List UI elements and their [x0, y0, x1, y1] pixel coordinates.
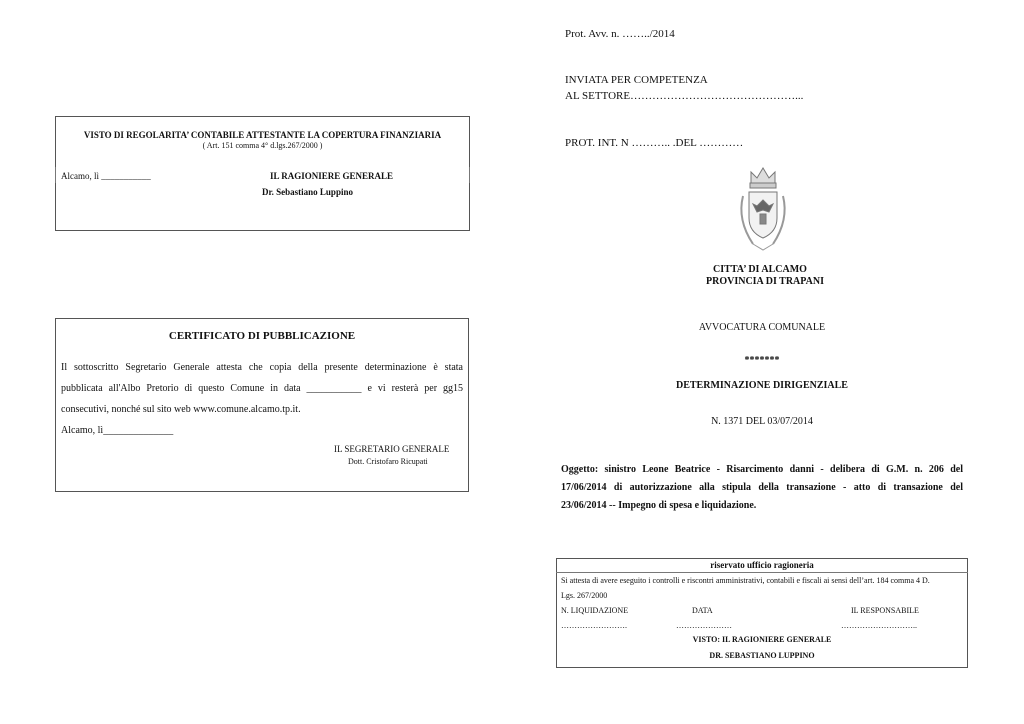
oggetto-line1: Oggetto: sinistro Leone Beatrice - Risarcimento danni - delibera di G.M. n. 206 del — [561, 464, 963, 475]
oggetto-line2: 17/06/2014 di autorizzazione alla stipula della transazione - atto di transazione del — [561, 482, 963, 493]
department: AVVOCATURA COMUNALE — [698, 322, 826, 333]
city-name: CITTA’ DI ALCAMO — [713, 264, 807, 275]
visto-date: Alcamo, lì ___________ — [61, 171, 151, 181]
col-responsabile-dots: ……………………….. — [841, 621, 917, 630]
oggetto-line3: 23/06/2014 -- Impegno di spesa e liquidazione. — [561, 500, 757, 511]
doc-type: DETERMINAZIONE DIRIGENZIALE — [676, 380, 848, 391]
ragioneria-text1: Si attesta di avere eseguito i controlli e riscontri amministrativi, contabili e fiscali ai sensi dell’art. 184 comma 4 D. — [561, 576, 930, 585]
ragioneria-divider — [556, 572, 968, 573]
col-data-label: DATA — [692, 606, 713, 615]
certificato-line1: Il sottoscritto Segretario Generale attesta che copia della presente determinazione è stata — [61, 362, 463, 373]
inviata-line1: INVIATA PER COMPETENZA — [565, 74, 708, 86]
ragioneria-visto: VISTO: IL RAGIONIERE GENERALE — [692, 635, 832, 644]
stars: ******* — [744, 355, 780, 366]
certificato-line2: pubblicata all'Albo Pretorio di questo Comune in data ___________ e vi resterà per gg15 — [61, 383, 463, 394]
col-responsabile-label: IL RESPONSABILE — [851, 606, 919, 615]
ragioneria-text2: Lgs. 267/2000 — [561, 591, 608, 600]
doc-number: N. 1371 DEL 03/07/2014 — [711, 416, 813, 427]
certificato-title: CERTIFICATO DI PUBBLICAZIONE — [168, 330, 356, 342]
prot-avv: Prot. Avv. n. ……../2014 — [565, 28, 675, 40]
inviata-line2: AL SETTORE………………………………………... — [565, 90, 804, 102]
certificato-line3: consecutivi, nonché sul sito web www.comune.alcamo.tp.it. — [61, 404, 301, 415]
col-liquidazione-dots: ……………………. — [561, 621, 627, 630]
certificato-signer-name: Dott. Cristofaro Ricupati — [348, 457, 428, 466]
visto-signer-title: IL RAGIONIERE GENERALE — [270, 171, 394, 181]
prot-int: PROT. INT. N ……….. .DEL ………… — [565, 137, 744, 149]
visto-title: VISTO DI REGOLARITA’ CONTABILE ATTESTANTE LA COPERTURA FINANZIARIA — [83, 130, 442, 140]
city-province: PROVINCIA DI TRAPANI — [706, 276, 824, 287]
certificato-date: Alcamo, lì______________ — [61, 425, 174, 436]
ragioneria-title: riservato ufficio ragioneria — [710, 560, 814, 570]
ragioneria-name: DR. SEBASTIANO LUPPINO — [709, 651, 815, 660]
col-liquidazione-label: N. LIQUIDAZIONE — [561, 606, 629, 615]
visto-subtitle: ( Art. 151 comma 4° d.lgs.267/2000 ) — [202, 141, 323, 150]
coat-of-arms-icon — [733, 162, 793, 258]
col-data-dots: ………………… — [676, 621, 732, 630]
certificato-signer-title: IL SEGRETARIO GENERALE — [334, 444, 450, 454]
visto-signer-name: Dr. Sebastiano Luppino — [262, 187, 353, 197]
